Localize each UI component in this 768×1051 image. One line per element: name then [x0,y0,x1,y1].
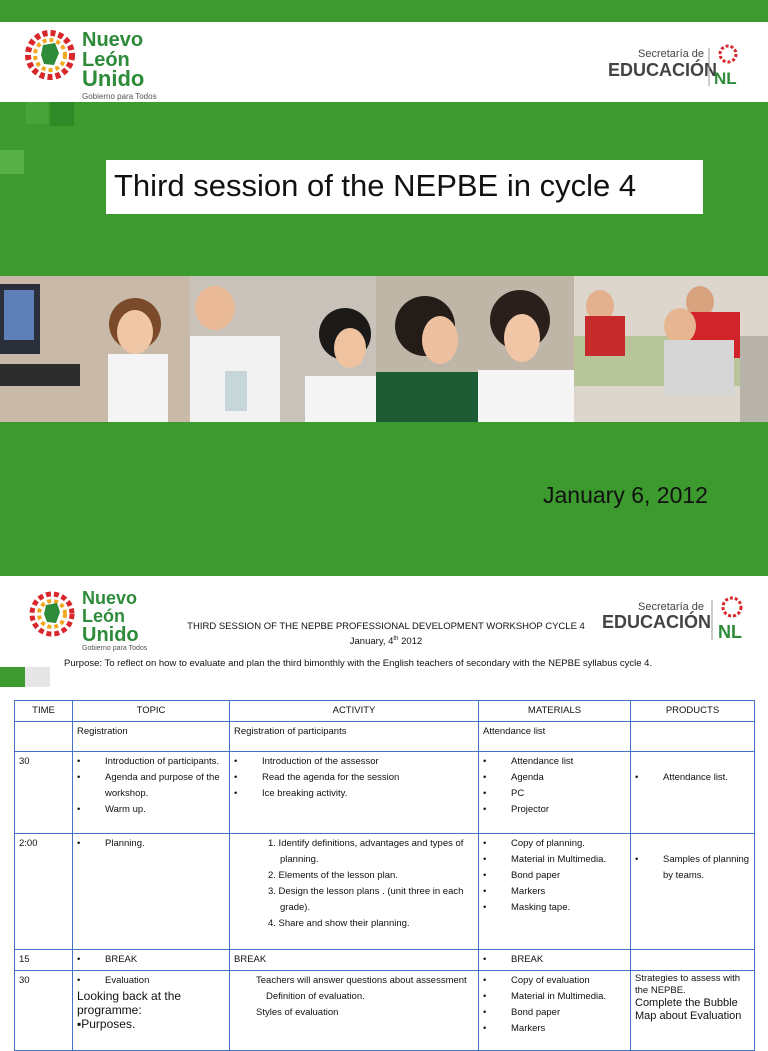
edu-line1: Secretaría de [638,48,705,60]
list-item: • PC [483,786,626,802]
header-materials: MATERIALS [479,701,631,722]
doc-title-line2 [186,633,586,648]
slide-title: Third session of the NEPBE in cycle 4 [114,168,637,203]
table-row [15,722,755,752]
list-item: 4. Share and show their planning. [268,918,410,929]
decor-square [0,150,24,174]
list-item: • BREAK [483,952,626,968]
title-box [106,160,703,214]
cell-activity [230,971,479,1051]
cell-topic [73,834,230,950]
table-row [15,971,755,1051]
agenda-table [14,700,755,1051]
list-item: 1. Identify definitions, advantages and types of planning. [268,838,464,865]
list-item: • BREAK [77,952,225,968]
cell-materials [479,971,631,1051]
cell-activity [230,752,479,834]
logo-line1: Nuevo [82,29,144,51]
table-header-row [15,701,755,722]
list-item: • Projector [483,802,626,818]
decor-grey-tab [25,667,50,687]
list-item: • Samples of planning by teams. [635,852,750,884]
slide-header [0,22,768,102]
logo-tagline: Gobierno para Todos [82,92,157,101]
list-item: • Attendance list. [635,770,750,786]
cell-activity: BREAK [230,950,479,971]
products-line: Strategies to assess with the NEPBE. [635,973,741,996]
cell-topic: Registration [73,722,230,752]
list-item: 2. Elements of the lesson plan. [268,870,398,881]
list-item: • Markers [483,884,626,900]
list-item: • Introduction of the assessor [234,754,474,770]
header-products: PRODUCTS [631,701,755,722]
list-item: • Introduction of participants. [77,754,225,770]
list-item: • Bond paper [483,868,626,884]
topic-extra-2: ▪Purposes. [77,1017,136,1031]
header-topic: TOPIC [73,701,230,722]
purpose-text: Purpose: To reflect on how to evaluate and plan the third bimonthly with the English teachers of secondary with the NEPBE syllabus cycle 4. [64,658,653,669]
activity-line: Definition of evaluation. [266,991,365,1002]
table-row [15,752,755,834]
logo-line2: León [82,49,130,71]
decor-green-tab [0,667,25,687]
header-time: TIME [15,701,73,722]
cell-time: 2:00 [15,834,73,950]
list-item: • Read the agenda for the session [234,770,474,786]
activity-line: Teachers will answer questions about assessment [256,975,467,986]
activity-line: Styles of evaluation [256,1007,339,1018]
list-item: • Copy of planning. [483,836,626,852]
doc-date-text: January, 4 [349,636,394,648]
list-item: • Agenda [483,770,626,786]
secretaria-educacion-logo [606,40,746,90]
cell-time: 15 [15,950,73,971]
cell-materials [479,834,631,950]
agenda-document [0,576,768,1034]
list-item: • Ice breaking activity. [234,786,474,802]
decor-square [26,102,48,124]
edu-line1: Secretaría de [638,601,705,613]
list-item: • Warm up. [77,802,225,818]
list-item: • Masking tape. [483,900,626,916]
logo-line2: León [82,606,125,626]
logo-tagline: Gobierno para Todos [82,645,148,652]
doc-title [186,621,586,648]
cell-materials: Attendance list [479,722,631,752]
header-activity: ACTIVITY [230,701,479,722]
cell-products [631,950,755,971]
cell-activity: Registration of participants [230,722,479,752]
cell-time [15,722,73,752]
list-item: • Material in Multimedia. [483,852,626,868]
cell-materials [479,950,631,971]
edu-badge: NL [718,622,742,642]
edu-badge: NL [714,69,737,88]
doc-title-line1: THIRD SESSION OF THE NEPBE PROFESSIONAL DEVELOPMENT WORKSHOP CYCLE 4 [187,621,585,632]
list-item: • Attendance list [483,754,626,770]
nuevo-leon-unido-logo [20,25,180,99]
table-row [15,834,755,950]
doc-date-sup: th [393,636,399,642]
list-item: • Copy of evaluation [483,973,626,989]
list-item: • Agenda and purpose of the workshop. [77,770,225,802]
nuevo-leon-unido-logo [24,584,174,650]
cell-topic [73,752,230,834]
list-item: • Markers [483,1021,626,1037]
edu-line2: EDUCACIÓN [608,60,718,80]
list-item: • Planning. [77,836,225,852]
edu-line2: EDUCACIÓN [602,612,712,632]
logo-line1: Nuevo [82,588,138,608]
cell-time: 30 [15,971,73,1051]
secretaria-educacion-logo [598,592,748,644]
topic-extra: Looking back at the programme: [77,989,182,1017]
products-line: Complete the Bubble Map about Evaluation [635,997,742,1022]
cell-materials [479,752,631,834]
logo-line3: Unido [82,624,139,646]
cell-topic [73,950,230,971]
list-item: • Material in Multimedia. [483,989,626,1005]
decor-square [50,102,74,126]
list-item: • Evaluation [77,973,225,989]
cell-time: 30 [15,752,73,834]
list-item: • Bond paper [483,1005,626,1021]
list-item: 3. Design the lesson plans . (unit three in each grade). [268,886,464,913]
cell-products [631,722,755,752]
doc-date-year: 2012 [398,636,423,648]
table-row [15,950,755,971]
photo-collage [0,276,768,422]
cell-products [631,752,755,834]
cell-products [631,971,755,1051]
slide-date: January 6, 2012 [543,482,708,508]
cell-topic [73,971,230,1051]
cell-products [631,834,755,950]
cell-activity [230,834,479,950]
logo-line3: Unido [82,66,145,91]
